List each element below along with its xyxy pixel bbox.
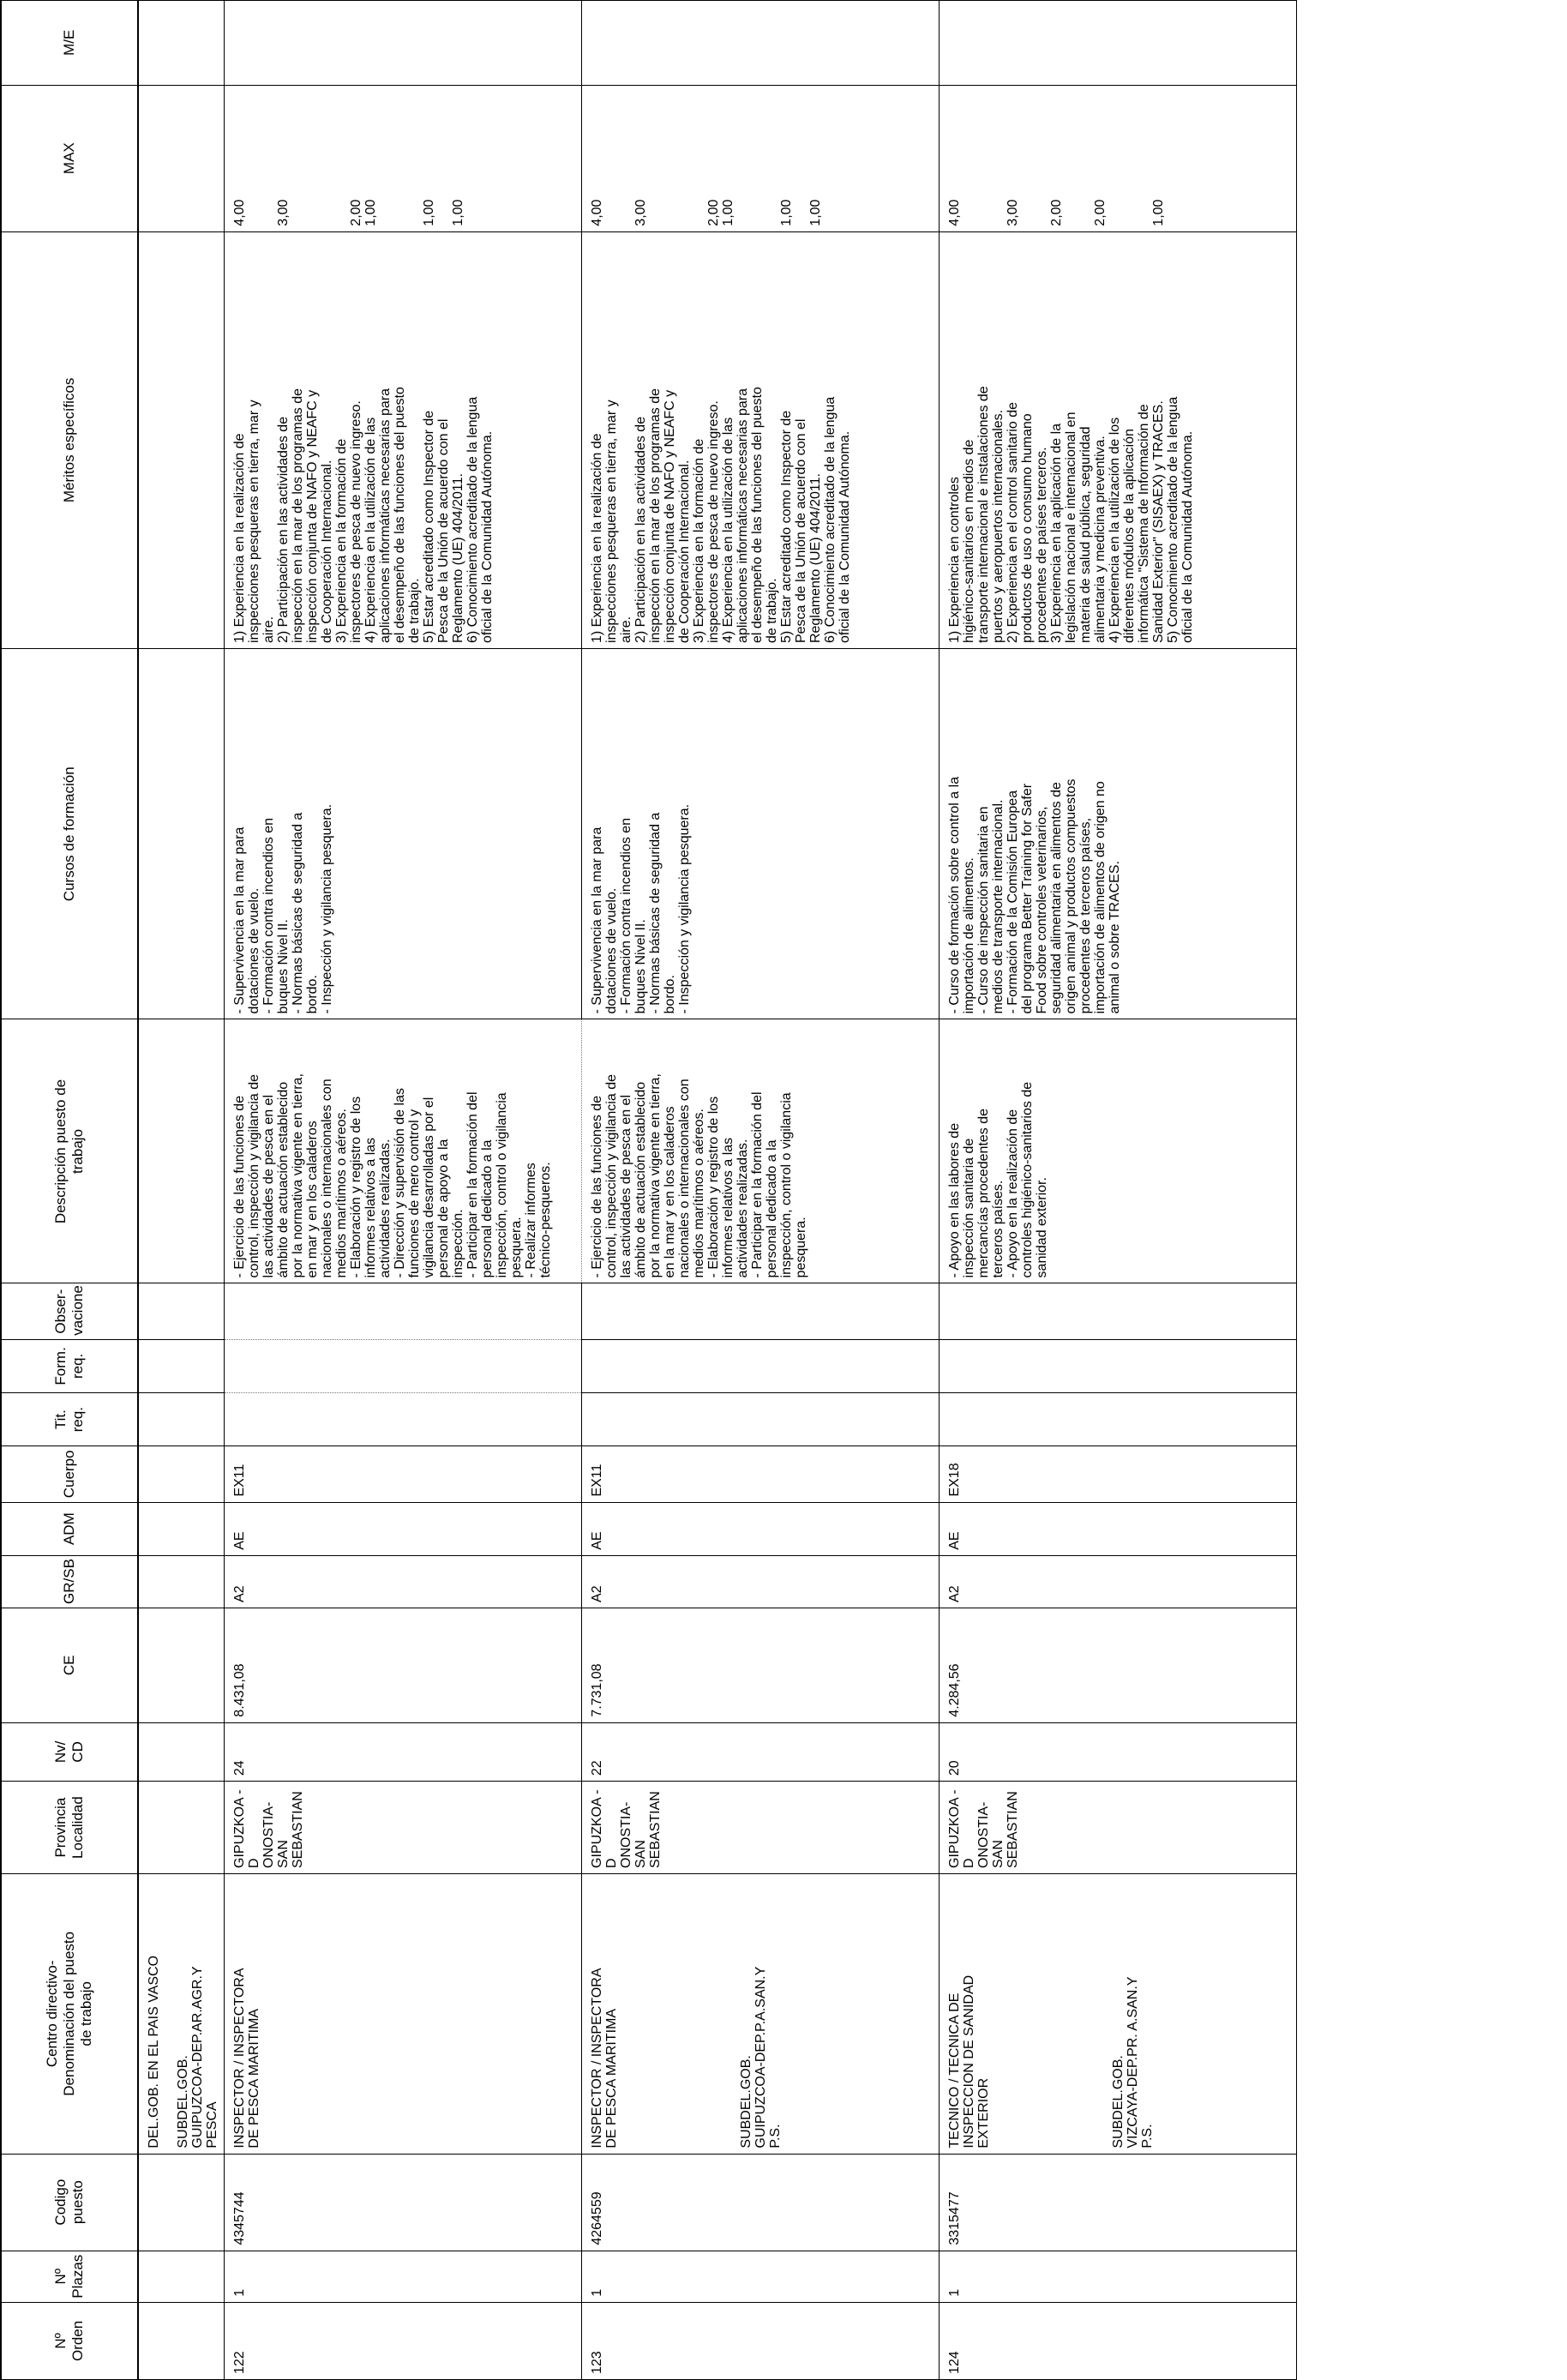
header-centro: Centro directivo- Denominación del puesto de trabajo [1,1873,138,2154]
cell-centro-text: INSPECTOR / INSPECTORA DE PESCA MARITIMA [232,1968,261,2149]
cell-observ [940,1283,1297,1339]
header-descripcion: Descripción puesto de trabajo [1,1019,138,1283]
cell-tit [940,1393,1297,1446]
header-plazas: Nº Plazas [1,2251,138,2302]
cell-unit-text: SUBDEL.GOB. GUIPUZCOA-DEP.P.A.SAN.Y P.S. [739,1966,783,2149]
header-meritos: Méritos específicos [1,231,138,648]
header-max: MAX [1,85,138,231]
header-me: M/E [1,1,138,86]
cell-grsb: A2 [940,1555,1297,1608]
cell-nivel: 20 [940,1722,1297,1781]
cell-meritos: 1) Experiencia en la realización de inspecciones pesqueras en tierra, mar y aire. 2) Participación en las actividades de inspección en la mar de los programas de inspección conjunta de NAFO y NEAFC y de Cooperación Internacional. 3) Experiencia en la formación de inspectores de pesca de nuevo ingreso. 4) Experiencia en la utilización de las aplicaciones informáticas necesarias para el desempeño de las funciones del puesto de trabajo. 5) Estar acreditado como Inspector de Pesca de la Unión de acuerdo con el Reglamento (UE) 404/2011. 6) Conocimiento acreditado de la lengua oficial de la Comunidad Autónoma. [225,231,582,648]
cell-codigo: 4264559 [582,2154,940,2251]
header-cursos: Cursos de formación [1,649,138,1019]
cell-centro [582,1873,940,2154]
cell-plazas: 1 [582,2251,940,2302]
cell-grsb: A2 [225,1555,582,1608]
header-provincia: Provincia Localidad [1,1782,138,1874]
table-row [940,1,1297,2380]
cell-unit-text: SUBDEL.GOB. VIZCAYA-DEP.PR. A.SAN.Y P.S. [1111,1976,1155,2149]
cell-cursos: - Supervivencia en la mar para dotaciones de vuelo. - Formación contra incendios en buques Nivel II. - Normas básicas de seguridad a bordo. - Inspección y vigilancia pesquera. [582,649,940,1019]
cell-ce: 4.284,56 [940,1608,1297,1722]
cell-meritos: 1) Experiencia en controles higiénico-sanitarios en medios de transporte internacional e instalaciones de puertos y aeropuertos internacionales. 2) Experiencia en el control sanitario de productos de uso o consumo humano procedentes de países terceros. 3) Experiencia en la aplicación de la legislación nacional e internacional en materia de salud pública, seguridad alimentaria y medicina preventiva. 4) Experiencia en la utilización de los diferentes módulos de la aplicación informática "Sistema de Información de Sanidad Exterior" (SISAEX) y TRACES. 5) Conocimiento acreditado de la lengua oficial de la Comunidad Autónoma. [940,231,1297,648]
cell-cuerpo: EX11 [582,1446,940,1502]
cell-plazas: 1 [225,2251,582,2302]
cell-tit [225,1393,582,1446]
table-row [582,1,940,2380]
cell-codigo: 3315477 [940,2154,1297,2251]
cell-plazas: 1 [940,2251,1297,2302]
cell-me [582,1,940,86]
cell-orden: 122 [225,2302,582,2379]
header-row [1,1,138,2380]
cell-me [940,1,1297,86]
cell-orden: 124 [940,2302,1297,2379]
cell-centro [225,1873,582,2154]
cell-provincia: GIPUZKOA - D ONOSTIA-SAN SEBASTIAN [225,1782,582,1874]
cell-form [940,1339,1297,1392]
header-orden: Nº Orden [1,2302,138,2379]
cell-adm: AE [582,1502,940,1555]
cell-centro-text: TECNICO / TECNICA DE INSPECCION DE SANIDAD EXTERIOR [947,1974,991,2149]
cell-grsb: A2 [582,1555,940,1608]
header-tit: Tit. req. [1,1393,138,1446]
header-ce: CE [1,1608,138,1722]
cell-descripcion: - Apoyo en las labores de inspección sanitaria de mercancías procedentes de terceros países. - Apoyo en la realización de controles higiénico-sanitarios de sanidad exterior. [940,1019,1297,1283]
header-grsb: GR/SB [1,1555,138,1608]
cell-cursos: - Curso de formación sobre control a la importación de alimentos. - Curso de inspección sanitaria en medios de transporte internacional. - Formación de la Comisión Europea del programa Better Training for Safer Food sobre controles veterinarios, seguridad alimentaria en alimentos de origen animal y productos compuestos procedentes de terceros países, importación de alimentos de origen no animal o sobre TRACES. [940,649,1297,1019]
header-nivel: Nv/ CD [1,1722,138,1781]
header-codigo: Codigo puesto [1,2154,138,2251]
group-centro: DEL.GOB. EN EL PAIS VASCO SUBDEL.GOB. GUIPUZCOA-DEP.AR.AGR.Y PESCA [138,1873,225,2154]
cell-orden: 123 [582,2302,940,2379]
cell-centro-text: INSPECTOR / INSPECTORA DE PESCA MARITIMA [590,1968,619,2149]
header-form: Form. req. [1,1339,138,1392]
cell-meritos: 1) Experiencia en la realización de inspecciones pesqueras en tierra, mar y aire. 2) Participación en las actividades de inspección en la mar de los programas de inspección conjunta de NAFO y NEAFC y de Cooperación Internacional. 3) Experiencia en la formación de inspectores de pesca de nuevo ingreso. 4) Experiencia en la utilización de las aplicaciones informáticas necesarias para el desempeño de las funciones del puesto de trabajo. 5) Estar acreditado como Inspector de Pesca de la Unión de acuerdo con el Reglamento (UE) 404/2011. 6) Conocimiento acreditado de la lengua oficial de la Comunidad Autónoma. [582,231,940,648]
cell-ce: 8.431,08 [225,1608,582,1722]
cell-me [225,1,582,86]
cell-max: 4,00 3,00 2,00 1,00 1,00 1,00 [582,85,940,231]
cell-cuerpo: EX11 [225,1446,582,1502]
cell-cuerpo: EX18 [940,1446,1297,1502]
cell-cursos: - Supervivencia en la mar para dotaciones de vuelo. - Formación contra incendios en buques Nivel II. - Normas básicas de seguridad a bordo. - Inspección y vigilancia pesquera. [225,649,582,1019]
cell-form [225,1339,582,1392]
cell-max: 4,00 3,00 2,00 2,00 1,00 [940,85,1297,231]
cell-max: 4,00 3,00 2,00 1,00 1,00 1,00 [225,85,582,231]
cell-tit [582,1393,940,1446]
cell-observ [582,1283,940,1339]
cell-descripcion: - Ejercicio de las funciones de control, inspección y vigilancia de las actividades de pesca en el ámbito de actuación establecido por la normativa vigente en tierra, en la mar y en los caladeros nacionales o internacionales con medios marítimos o aéreos. - Elaboración y registro de los informes relativos a las actividades realizadas. - Participar en la formación del personal dedicado a la inspección, control o vigilancia pesquera. [582,1019,940,1283]
cell-adm: AE [940,1502,1297,1555]
cell-nivel: 22 [582,1722,940,1781]
cell-codigo: 4345744 [225,2154,582,2251]
cell-descripcion: - Ejercicio de las funciones de control, inspección y vigilancia de las actividades de pesca en el ámbito de actuación establecido por la normativa vigente en tierra, en mar y en los caladeros nacionales o internacionales con medios marítimos o aéreos. - Elaboración y registro de los informes relativos a las actividades realizadas. - Dirección y supervisión de las funciones de mero control y vigilancia desarrolladas por el personal de apoyo a la inspección. - Participar en la formación del personal dedicado a la inspección, control o vigilancia pesquera. - Realizar informes técnico-pesqueros. [225,1019,582,1283]
table-row [225,1,582,2380]
cell-provincia: GIPUZKOA - D ONOSTIA-SAN SEBASTIAN [940,1782,1297,1874]
cell-ce: 7.731,08 [582,1608,940,1722]
header-adm: ADM [1,1502,138,1555]
header-cuerpo: Cuerpo [1,1446,138,1502]
cell-observ [225,1283,582,1339]
header-observ: Obser- vacione [1,1283,138,1339]
cell-nivel: 24 [225,1722,582,1781]
cell-adm: AE [225,1502,582,1555]
cell-provincia: GIPUZKOA - D ONOSTIA-SAN SEBASTIAN [582,1782,940,1874]
cell-centro [940,1873,1297,2154]
cell-form [582,1339,940,1392]
group-row [138,1,225,2380]
